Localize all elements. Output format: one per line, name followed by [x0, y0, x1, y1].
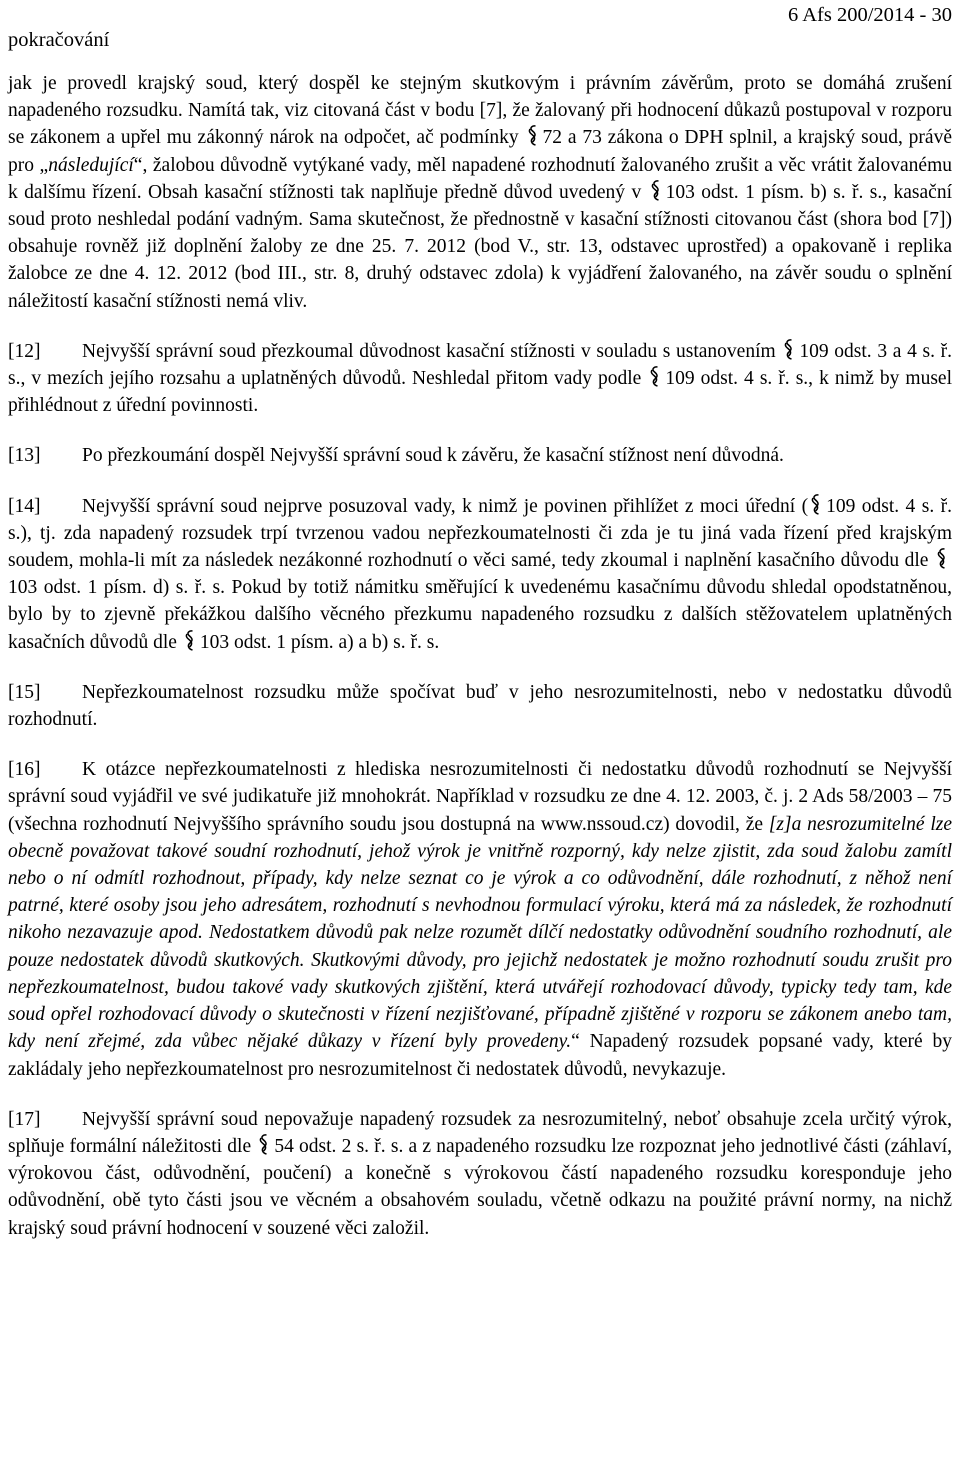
case-number: 6 Afs 200/2014 - 30 [788, 4, 952, 26]
paragraph-11-continuation: jak je provedl krajský soud, který dospěl ke stejným skutkovým i právním závěrům, proto se domáhá zrušení napadeného rozsudku. Namítá tak, viz citovaná část v bodu [7], že žalovaný při hodnocení důkazů postupoval v rozporu se zákonem a upřel mu zákonný nárok na odpočet, ač podmínky 72 a 73 zákona o DPH splnil, a krajský soud, právě pro „následující“, žalobou důvodně vytýkané vady, měl napadené rozhodnutí žalovaného zrušit a věc vrátit žalovanému k dalšímu řízení. Obsah kasační stížnosti tak naplňuje předně důvod uvedený v 103 odst. 1 písm. b) s. ř. s., kasační soud proto neshledal podání vadným. Sama skutečnost, že přednostně v kasační stížnosti citovanou část (shora bod [7]) obsahuje rovněž již doplnění žaloby ze dne 25. 7. 2012 (bod V., str. 13, odstavec uprostřed) a opakovaně i replika žalobce ze dne 4. 12. 2012 (bod III., str. 8, druhý odstavec zdola) k vyjádření žalovaného, na závěr soudu o splnění náležitostí kasační stížnosti nemá vliv. [8, 73, 952, 312]
section-sign-icon [648, 179, 663, 206]
section-sign-icon [256, 1133, 271, 1160]
section-sign-icon [182, 629, 197, 656]
paragraph-number: [15] [8, 681, 41, 703]
paragraph-number: [16] [8, 759, 41, 781]
section-sign-icon [647, 365, 662, 392]
paragraph-12: [12] Nejvyšší správní soud přezkoumal důvodnost kasační stížnosti v souladu s ustanovením 109 odst. 3 a 4 s. ř. s., v mezích jejího rozsahu a uplatněných důvodů. Neshledal přitom vady podle 109 odst. 4 s. ř. s., k nimž by musel přihlédnout z úřední povinnosti. [8, 338, 952, 420]
paragraph-14: [14] Nejvyšší správní soud nejprve posuzoval vady, k nimž je povinen přihlížet z moci úřední ( 109 odst. 4 s. ř. s.), tj. zda napadený rozsudek trpí tvrzenou vadou nepřezkoumatelnosti či zda je tu jiná vada řízení před krajským soudem, mohla-li mít za následek nezákonné rozhodnutí o věci samé, tedy zkoumal i naplnění kasačního důvodu dle 103 odst. 1 písm. d) s. ř. s. Pokud by totiž námitku směřující k uvedenému kasačnímu důvodu shledal opodstatněnou, bylo by to zjevně překážkou dalšího věcného přezkumu napadeného rozsudku z dalších stěžovatelem uplatněných kasačních důvodů dle 103 odst. 1 písm. a) a b) s. ř. s. [8, 493, 952, 656]
paragraph-number: [14] [8, 495, 41, 517]
paragraph-15: [15] Nepřezkoumatelnost rozsudku může spočívat buď v jeho nesrozumitelnosti, nebo v nedostatku důvodů rozhodnutí. [8, 679, 952, 733]
judicial-quotation: [z]a nesrozumitelné lze obecně považovat takové soudní rozhodnutí, jehož výrok je vnitřně rozporný, kdy nelze zjistit, zda soud žalobu zamítl nebo o ní odmítl rozhodnout, případy, kdy nelze seznat co je výrok a co odůvodnění, dále rozhodnutí, z něhož není patrné, které osoby jsou jeho adresátem, rozhodnutí s nevhodnou formulací výroku, která má za následek, že rozhodnutí nikoho nezavazuje apod. Nedostatkem důvodů pak nelze rozumět dílčí nedostatky odůvodnění soudního rozhodnutí, ale pouze nedostatek důvodů skutkových. Skutkovými důvody, pro jejichž nedostatek je možno rozhodnutí soudu zrušit pro nepřezkoumatelnost, budou takové vady skutkových zjištění, která utvářejí rozhodovací důvody, typicky tedy tam, kde soud opřel rozhodovací důvody o skutečnosti v řízení nezjišťované, případně zjištěné v rozporu se zákonem anebo tam, kdy není zřejmé, zda vůbec nějaké důkazy v řízení byly provedeny. [8, 813, 952, 1053]
section-sign-icon [781, 338, 796, 365]
paragraph-number: [13] [8, 445, 41, 467]
section-sign-icon [934, 547, 949, 574]
paragraph-number: [12] [8, 340, 41, 362]
page-header [8, 0, 952, 62]
paragraph-17: [17] Nejvyšší správní soud nepovažuje napadený rozsudek za nesrozumitelný, neboť obsahuje zcela určitý výrok, splňuje formální náležitosti dle 54 odst. 2 s. ř. s. a z napadeného rozsudku lze rozpoznat jeho jednotlivé části (záhlaví, výrokovou část, odůvodnění, poučení) a konečně s výrokovou částí napadeného rozsudku koresponduje jeho odůvodnění, obě tyto části jsou ve věcném a obsahovém souladu, včetně odkazu na použité právní normy, na nichž krajský soud právní hodnocení v souzené věci založil. [8, 1106, 952, 1242]
document-page [8, 0, 952, 1265]
paragraph-number: [17] [8, 1108, 41, 1130]
continuation-label: pokračování [8, 29, 110, 51]
paragraph-13: [13] Po přezkoumání dospěl Nejvyšší správní soud k závěru, že kasační stížnost není důvodná. [8, 442, 952, 469]
section-sign-icon [525, 124, 540, 151]
section-sign-icon [808, 493, 823, 520]
paragraph-16: [16] K otázce nepřezkoumatelnosti z hlediska nesrozumitelnosti či nedostatku důvodů rozhodnutí se Nejvyšší správní soud vyjádřil ve své judikatuře již mnohokrát. Například v rozsudku ze dne 4. 12. 2003, č. j. 2 Ads 58/2003 – 75 (všechna rozhodnutí Nejvyššího správního soudu jsou dostupná na www.nssoud.cz) dovodil, že [z]a nesrozumitelné lze obecně považovat takové soudní rozhodnutí, jehož výrok je vnitřně rozporný, kdy nelze zjistit, zda soud žalobu zamítl nebo o ní odmítl rozhodnout, případy, kdy nelze seznat co je výrok a co odůvodnění, dále rozhodnutí, z něhož není patrné, které osoby jsou jeho adresátem, rozhodnutí s nevhodnou formulací výroku, která má za následek, že rozhodnutí nikoho nezavazuje apod. Nedostatkem důvodů pak nelze rozumět dílčí nedostatky odůvodnění soudního rozhodnutí, ale pouze nedostatek důvodů skutkových. Skutkovými důvody, pro jejichž nedostatek je možno rozhodnutí soudu zrušit pro nepřezkoumatelnost, budou takové vady skutkových zjištění, která utvářejí rozhodovací důvody, typicky tedy tam, kde soud opřel rozhodovací důvody o skutečnosti v řízení nezjišťované, případně zjištěné v rozporu se zákonem anebo tam, kdy není zřejmé, zda vůbec nějaké důkazy v řízení byly provedeny.“ Napadený rozsudek popsané vady, které by zakládaly jeho nepřezkoumatelnost pro nesrozumitelnost či nedostatek důvodů, nevykazuje. [8, 756, 952, 1082]
